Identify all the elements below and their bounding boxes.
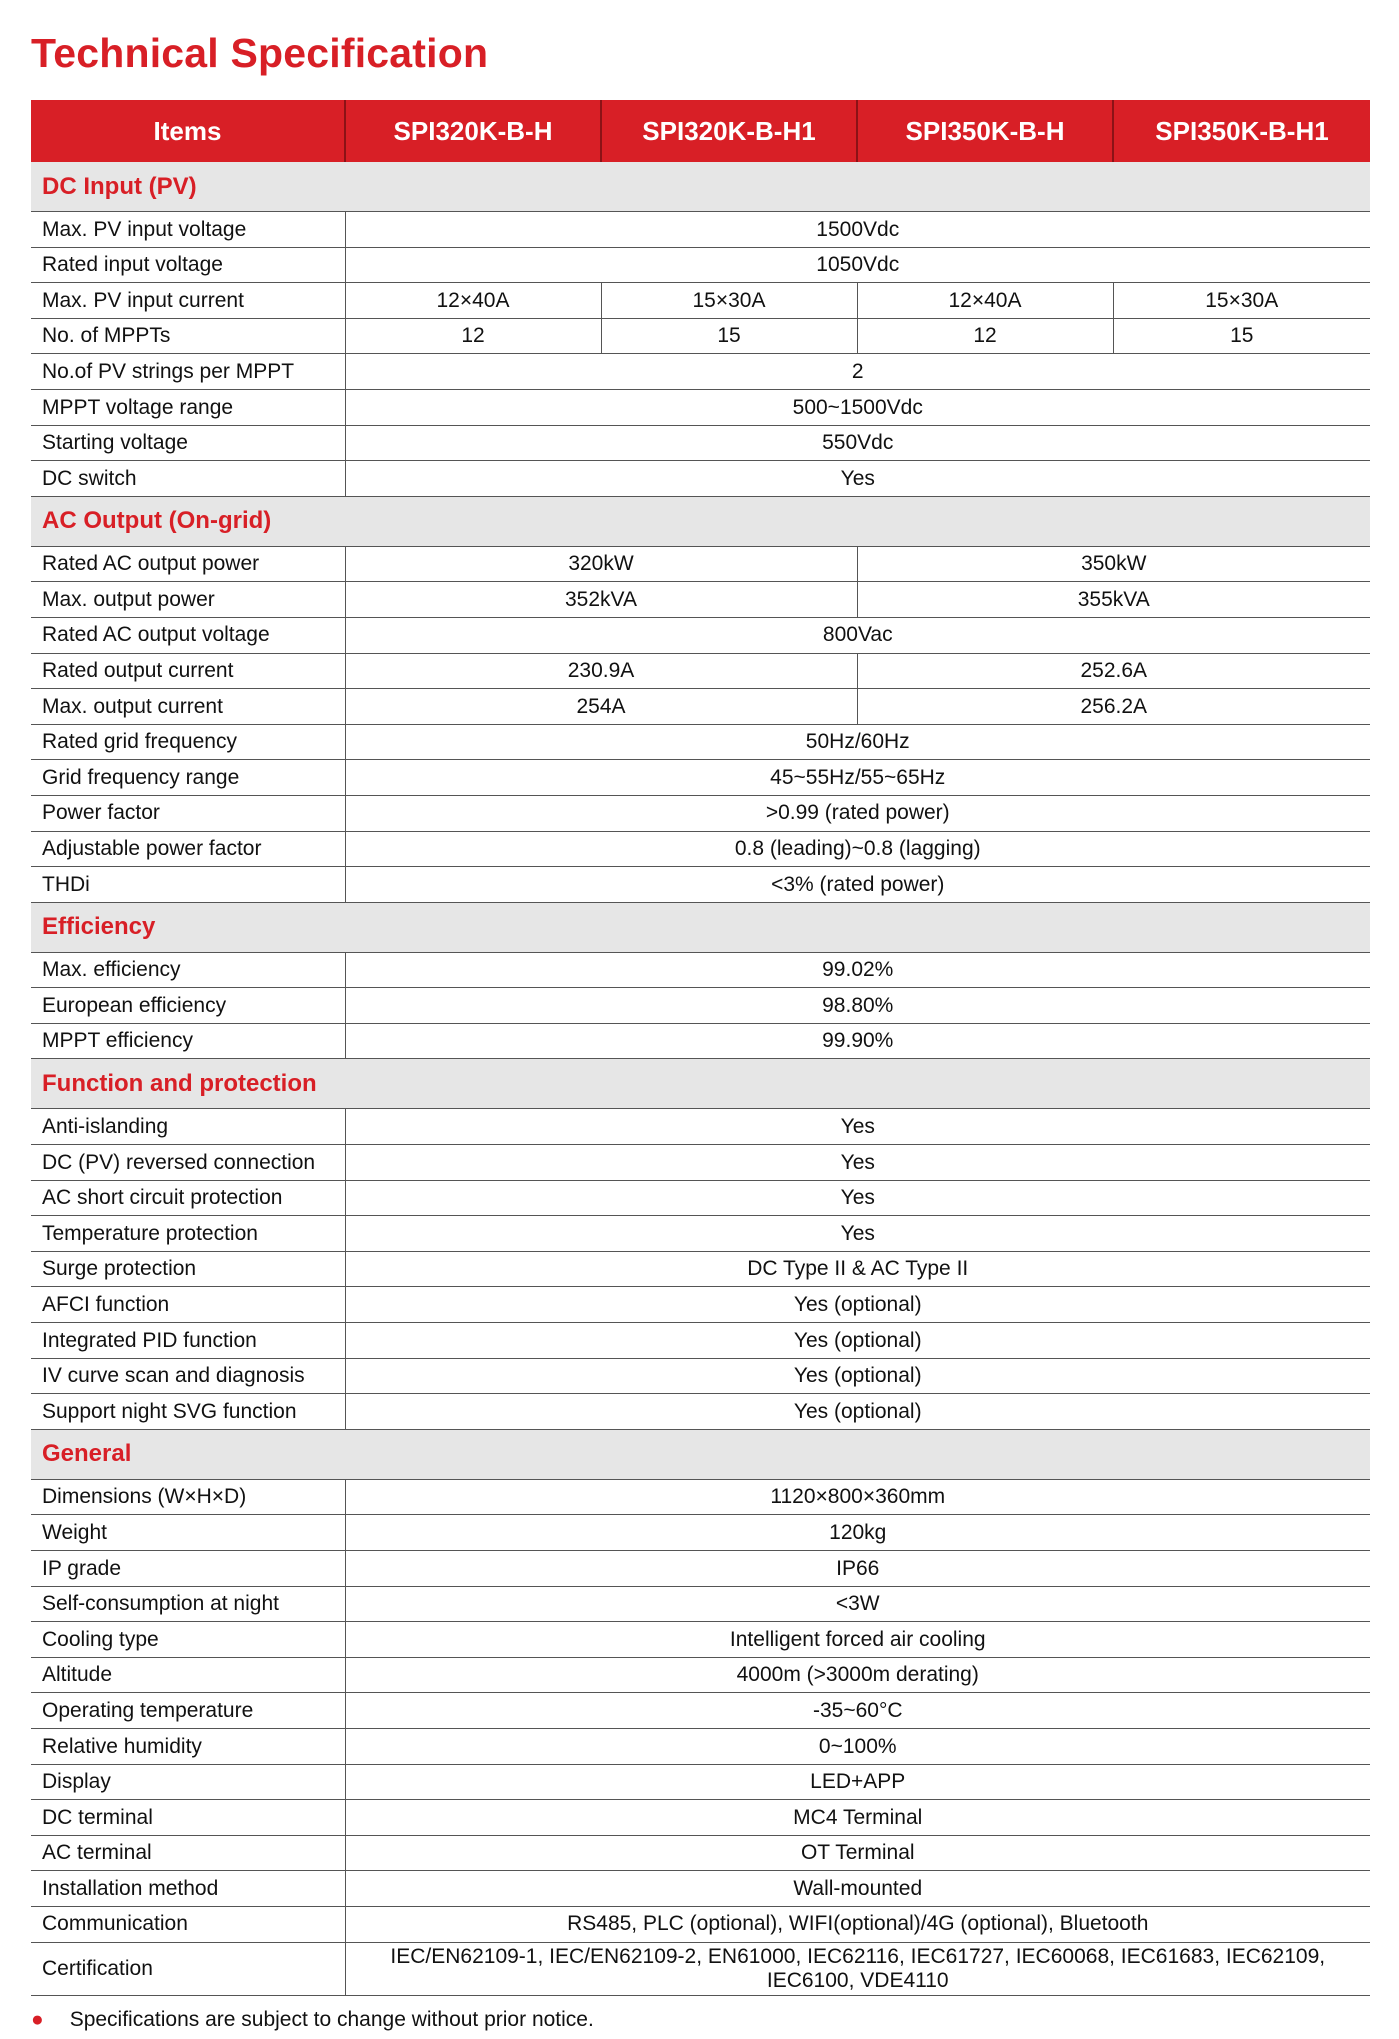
section-header-row: [31, 1059, 1370, 1109]
row-value: 12×40A: [345, 283, 601, 319]
table-row: [31, 867, 1370, 903]
row-label: DC terminal: [31, 1800, 345, 1836]
row-label: Self-consumption at night: [31, 1586, 345, 1622]
row-value: 500~1500Vdc: [345, 389, 1370, 425]
row-value: <3% (rated power): [345, 867, 1370, 903]
row-label: Adjustable power factor: [31, 831, 345, 867]
row-value: 1500Vdc: [345, 212, 1370, 248]
section-header-row: [31, 162, 1370, 212]
row-label: Certification: [31, 1942, 345, 1995]
table-row: [31, 212, 1370, 248]
row-value: 256.2A: [857, 689, 1370, 725]
table-row: [31, 760, 1370, 796]
row-label: Surge protection: [31, 1251, 345, 1287]
table-row: [31, 425, 1370, 461]
table-row: [31, 1800, 1370, 1836]
table-row: [31, 1023, 1370, 1059]
row-value: 120kg: [345, 1515, 1370, 1551]
page-title: Technical Specification: [31, 30, 489, 76]
table-row: [31, 1728, 1370, 1764]
row-value: Yes (optional): [345, 1394, 1370, 1430]
row-value: 1050Vdc: [345, 247, 1370, 283]
row-label: Communication: [31, 1906, 345, 1942]
row-value: IEC/EN62109-1, IEC/EN62109-2, EN61000, IEC62116, IEC61727, IEC60068, IEC61683, IEC62109, IEC6100, VDE4110: [345, 1942, 1370, 1995]
row-label: Max. output power: [31, 582, 345, 618]
row-value: 12×40A: [857, 283, 1113, 319]
table-row: [31, 1394, 1370, 1430]
table-row: [31, 1835, 1370, 1871]
section-title: AC Output (On-grid): [31, 496, 1370, 546]
row-label: Relative humidity: [31, 1728, 345, 1764]
table-row: [31, 1251, 1370, 1287]
row-label: Installation method: [31, 1871, 345, 1907]
row-value: >0.99 (rated power): [345, 795, 1370, 831]
row-label: MPPT voltage range: [31, 389, 345, 425]
spec-table-header: [31, 100, 1370, 162]
row-value: 2: [345, 354, 1370, 390]
header-model: SPI320K-B-H1: [601, 100, 857, 162]
row-label: Support night SVG function: [31, 1394, 345, 1430]
table-row: [31, 1145, 1370, 1181]
row-value: 254A: [345, 689, 857, 725]
row-value: Wall-mounted: [345, 1871, 1370, 1907]
table-row: [31, 1942, 1370, 1995]
table-row: [31, 1551, 1370, 1587]
spec-table: [31, 100, 1370, 1996]
row-label: Display: [31, 1764, 345, 1800]
header-items: Items: [31, 100, 345, 162]
table-row: [31, 1622, 1370, 1658]
row-value: 15: [601, 318, 857, 354]
row-value: 0.8 (leading)~0.8 (lagging): [345, 831, 1370, 867]
row-label: Integrated PID function: [31, 1323, 345, 1359]
row-value: 4000m (>3000m derating): [345, 1657, 1370, 1693]
table-row: [31, 283, 1370, 319]
row-value: 550Vdc: [345, 425, 1370, 461]
row-label: Max. output current: [31, 689, 345, 725]
row-value: RS485, PLC (optional), WIFI(optional)/4G (optional), Bluetooth: [345, 1906, 1370, 1942]
row-label: Max. efficiency: [31, 952, 345, 988]
row-value: 12: [857, 318, 1113, 354]
row-label: Rated grid frequency: [31, 724, 345, 760]
row-value: 1120×800×360mm: [345, 1479, 1370, 1515]
row-value: 12: [345, 318, 601, 354]
row-value: Yes (optional): [345, 1323, 1370, 1359]
table-row: [31, 1109, 1370, 1145]
header-model: SPI350K-B-H1: [1113, 100, 1370, 162]
row-label: Power factor: [31, 795, 345, 831]
table-row: [31, 1586, 1370, 1622]
table-row: [31, 988, 1370, 1024]
row-value: Yes: [345, 1216, 1370, 1252]
section-title: Efficiency: [31, 902, 1370, 952]
table-row: [31, 1216, 1370, 1252]
row-value: 15: [1113, 318, 1370, 354]
row-value: 50Hz/60Hz: [345, 724, 1370, 760]
row-label: Altitude: [31, 1657, 345, 1693]
row-label: Grid frequency range: [31, 760, 345, 796]
footnote: [31, 2008, 594, 2032]
row-value: IP66: [345, 1551, 1370, 1587]
row-label: Weight: [31, 1515, 345, 1551]
table-row: [31, 653, 1370, 689]
table-row: [31, 1906, 1370, 1942]
row-label: AC short circuit protection: [31, 1180, 345, 1216]
row-value: Yes: [345, 1180, 1370, 1216]
header-model: SPI350K-B-H: [857, 100, 1113, 162]
table-row: [31, 389, 1370, 425]
section-header-row: [31, 1429, 1370, 1479]
row-label: DC (PV) reversed connection: [31, 1145, 345, 1181]
row-label: No. of MPPTs: [31, 318, 345, 354]
row-value: OT Terminal: [345, 1835, 1370, 1871]
table-row: [31, 795, 1370, 831]
row-label: AFCI function: [31, 1287, 345, 1323]
row-label: Operating temperature: [31, 1693, 345, 1729]
row-value: Yes: [345, 1145, 1370, 1181]
row-value: LED+APP: [345, 1764, 1370, 1800]
table-row: [31, 247, 1370, 283]
row-label: MPPT efficiency: [31, 1023, 345, 1059]
table-row: [31, 1180, 1370, 1216]
row-label: Temperature protection: [31, 1216, 345, 1252]
row-label: No.of PV strings per MPPT: [31, 354, 345, 390]
section-header-row: [31, 902, 1370, 952]
table-row: [31, 1358, 1370, 1394]
table-row: [31, 1287, 1370, 1323]
row-label: IP grade: [31, 1551, 345, 1587]
row-label: Rated output current: [31, 653, 345, 689]
table-row: [31, 1657, 1370, 1693]
section-title: Function and protection: [31, 1059, 1370, 1109]
table-row: [31, 354, 1370, 390]
spec-table-body: [31, 162, 1370, 1995]
row-value: Yes (optional): [345, 1358, 1370, 1394]
row-value: <3W: [345, 1586, 1370, 1622]
row-value: Intelligent forced air cooling: [345, 1622, 1370, 1658]
row-value: 45~55Hz/55~65Hz: [345, 760, 1370, 796]
table-row: [31, 952, 1370, 988]
row-label: Max. PV input current: [31, 283, 345, 319]
row-label: Starting voltage: [31, 425, 345, 461]
row-value: 0~100%: [345, 1728, 1370, 1764]
table-row: [31, 1479, 1370, 1515]
row-value: 252.6A: [857, 653, 1370, 689]
row-value: Yes: [345, 461, 1370, 497]
table-row: [31, 1515, 1370, 1551]
row-value: 355kVA: [857, 582, 1370, 618]
row-value: MC4 Terminal: [345, 1800, 1370, 1836]
footnote-text: Specifications are subject to change without prior notice.: [69, 2008, 594, 2031]
row-label: Dimensions (W×H×D): [31, 1479, 345, 1515]
section-title: DC Input (PV): [31, 162, 1370, 212]
header-row: [31, 100, 1370, 162]
table-row: [31, 724, 1370, 760]
table-row: [31, 546, 1370, 582]
row-value: 99.02%: [345, 952, 1370, 988]
row-label: AC terminal: [31, 1835, 345, 1871]
row-label: Rated AC output power: [31, 546, 345, 582]
row-value: 230.9A: [345, 653, 857, 689]
row-label: Rated input voltage: [31, 247, 345, 283]
table-row: [31, 1871, 1370, 1907]
row-value: 15×30A: [1113, 283, 1370, 319]
table-row: [31, 689, 1370, 725]
row-value: 99.90%: [345, 1023, 1370, 1059]
row-label: Rated AC output voltage: [31, 617, 345, 653]
section-header-row: [31, 496, 1370, 546]
row-value: -35~60°C: [345, 1693, 1370, 1729]
table-row: [31, 831, 1370, 867]
header-model: SPI320K-B-H: [345, 100, 601, 162]
table-row: [31, 617, 1370, 653]
row-value: 350kW: [857, 546, 1370, 582]
bullet-icon: ●: [31, 2008, 44, 2031]
row-label: IV curve scan and diagnosis: [31, 1358, 345, 1394]
row-value: 98.80%: [345, 988, 1370, 1024]
row-label: DC switch: [31, 461, 345, 497]
table-row: [31, 1693, 1370, 1729]
table-row: [31, 1323, 1370, 1359]
row-value: 352kVA: [345, 582, 857, 618]
row-value: DC Type II & AC Type II: [345, 1251, 1370, 1287]
row-value: 800Vac: [345, 617, 1370, 653]
table-row: [31, 1764, 1370, 1800]
row-label: European efficiency: [31, 988, 345, 1024]
table-row: [31, 582, 1370, 618]
row-value: Yes: [345, 1109, 1370, 1145]
table-row: [31, 318, 1370, 354]
row-value: 15×30A: [601, 283, 857, 319]
row-value: Yes (optional): [345, 1287, 1370, 1323]
row-value: 320kW: [345, 546, 857, 582]
row-label: Max. PV input voltage: [31, 212, 345, 248]
row-label: THDi: [31, 867, 345, 903]
table-row: [31, 461, 1370, 497]
section-title: General: [31, 1429, 1370, 1479]
row-label: Anti-islanding: [31, 1109, 345, 1145]
row-label: Cooling type: [31, 1622, 345, 1658]
